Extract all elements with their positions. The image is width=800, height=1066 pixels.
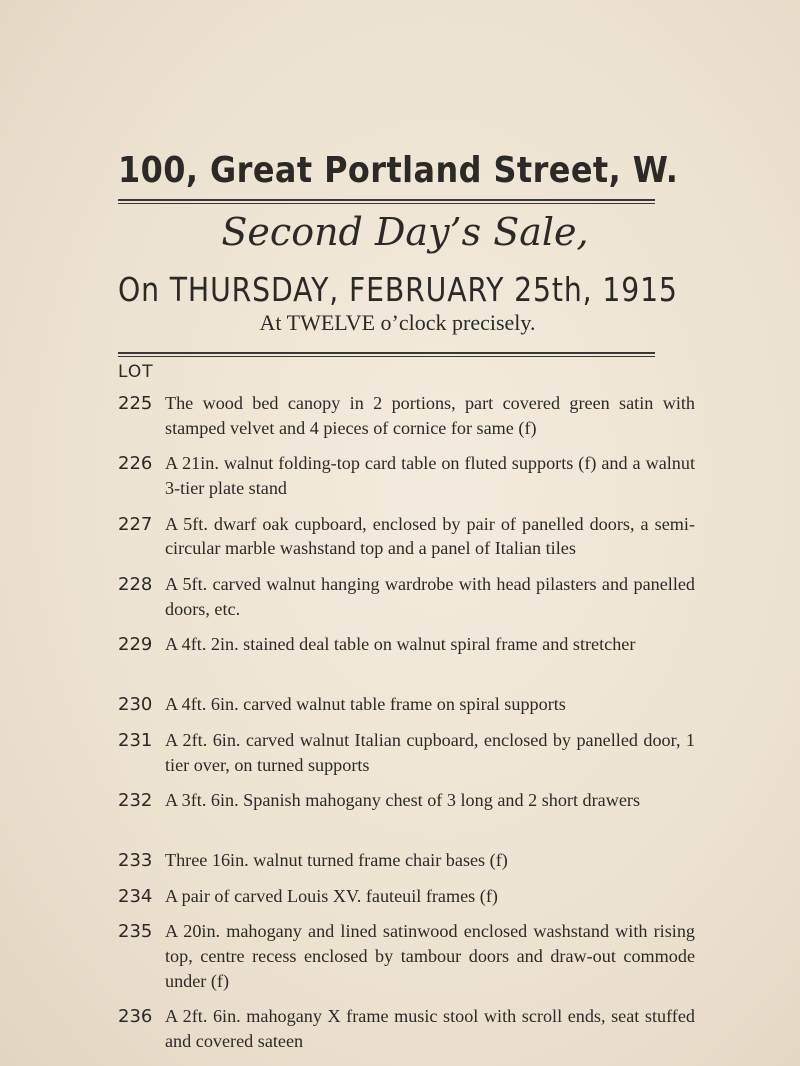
lot-number: 225 [118,393,153,414]
lot-description: A 4ft. 2in. stained deal table on walnut spiral frame and stretcher [165,634,636,655]
lot-description: A 5ft. dwarf oak cupboard, enclosed by pair of panelled doors, a semi-circular marble washstand top and a panel of Italian tiles [165,513,695,559]
lot-description: A 3ft. 6in. Spanish mahogany chest of 3 long and 2 short drawers [165,790,641,811]
header-rule [118,199,655,201]
lot-number: 235 [118,921,153,943]
lot-description: The wood bed canopy in 2 portions, part covered green satin with stamped velvet and 4 pieces of cornice for same (f) [165,393,695,438]
lot-description: A 21in. walnut folding-top card table on fluted supports (f) and a walnut 3-tier plate stand [165,453,695,499]
lot-description: A pair of carved Louis XV. fauteuil frames (f) [165,885,498,906]
auction-address: 100, Great Portland Street, W. [118,150,679,191]
lot-description: A 2ft. 6in. carved walnut Italian cupboard, enclosed by panelled door, 1 tier over, on turned supports [165,729,695,775]
lot-number: 227 [118,513,153,535]
sale-time: At TWELVE o’clock precisely. [259,310,536,335]
lot-description: A 20in. mahogany and lined satinwood enclosed washstand with rising top, centre recess enclosed by tambour doors and draw-out commode under (f) [165,921,695,991]
section-rule-thin [118,356,655,357]
sale-title: Second Day’s Sale, [221,210,589,254]
lot-number: 228 [118,573,153,595]
lot-column-label: LOT [118,362,154,382]
lot-number: 230 [118,694,153,716]
lot-description: A 2ft. 6in. mahogany X frame music stool with scroll ends, seat stuffed and covered sateen [165,1006,695,1052]
lot-description: A 5ft. carved walnut hanging wardrobe with head pilasters and panelled doors, etc. [165,573,695,619]
lot-number: 226 [118,453,153,475]
lot-number: 236 [118,1006,153,1028]
lot-description: A 4ft. 6in. carved walnut table frame on spiral supports [165,694,566,715]
lot-number: 233 [118,850,153,872]
section-rule [118,352,655,354]
lot-number: 234 [118,885,153,907]
lot-number: 232 [118,790,153,812]
header-rule-thin [118,203,655,204]
lot-description: Three 16in. walnut turned frame chair bases (f) [165,850,508,871]
lot-number: 229 [118,634,153,656]
lot-number: 231 [118,729,153,751]
sale-date: On THURSDAY, FEBRUARY 25th, 1915 [118,270,678,309]
